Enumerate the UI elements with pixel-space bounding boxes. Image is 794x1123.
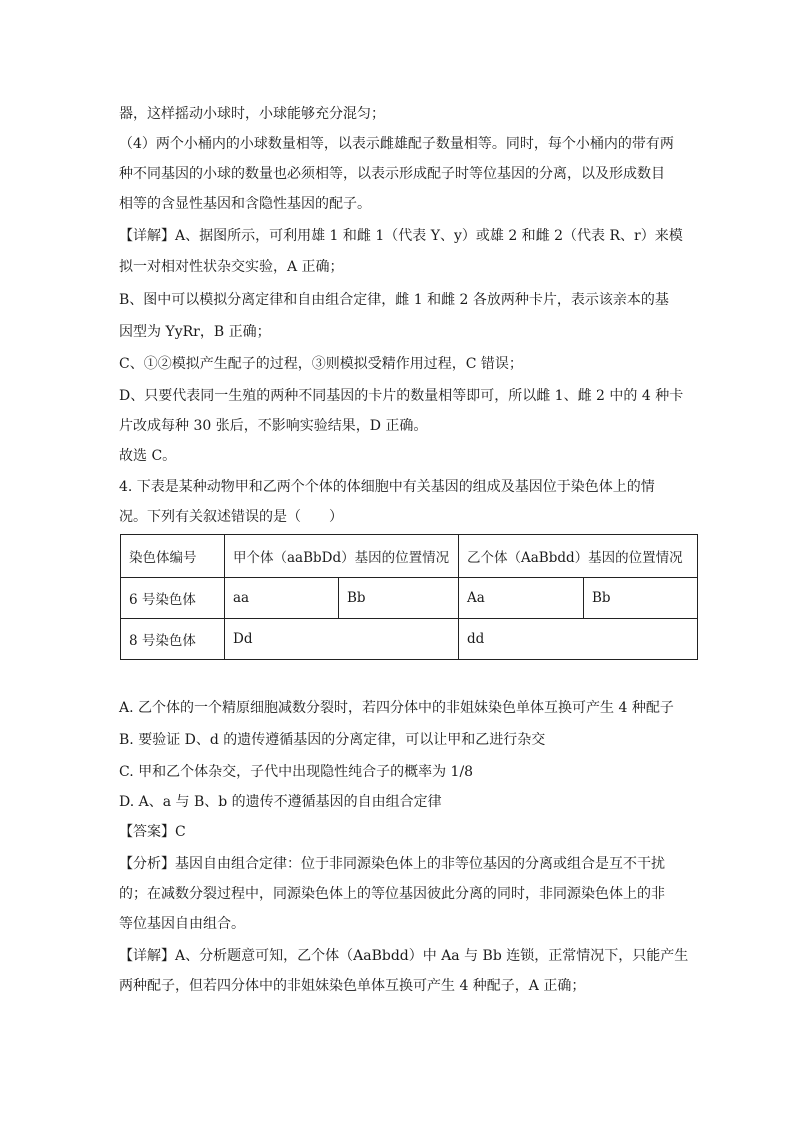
cell-jia-gene: Dd: [225, 619, 459, 660]
text-line: 器，这样摇动小球时，小球能够充分混匀；: [119, 106, 385, 122]
explanation-line: 【详解】A、分析题意可知，乙个体（AaBbdd）中 Aa 与 Bb 连锁，正常情况下，只能产生: [119, 948, 689, 964]
gene-position-table: [120, 534, 698, 660]
cell-yi-gene: Bb: [584, 578, 698, 619]
text-line: （4）两个小桶内的小球数量相等，以表示雌雄配子数量相等。同时，每个小桶内的带有两: [119, 136, 674, 152]
cell-yi-gene: dd: [459, 619, 698, 660]
analysis-line: 的；在减数分裂过程中，同源染色体上的等位基因彼此分离的同时，非同源染色体上的非: [119, 886, 665, 902]
row-label-chromosome-8: 8 号染色体: [121, 619, 225, 660]
text-line: D、只要代表同一生殖的两种不同基因的卡片的数量相等即可，所以雌 1、雌 2 中的 4 种卡: [119, 388, 684, 404]
option-b: B. 要验证 D、d 的遗传遵循基因的分离定律，可以让甲和乙进行杂交: [119, 732, 546, 748]
text-line: B、图中可以模拟分离定律和自由组合定律，雌 1 和雌 2 各放两种卡片，表示该亲本的基: [119, 292, 669, 308]
analysis-line: 等位基因自由组合。: [119, 916, 245, 932]
text-line: 相等的含显性基因和含隐性基因的配子。: [119, 196, 371, 212]
cell-jia-gene: aa: [225, 578, 339, 619]
header-individual-jia: 甲个体（aaBbDd）基因的位置情况: [225, 535, 459, 578]
analysis-line: 【分析】基因自由组合定律：位于非同源染色体上的非等位基因的分离或组合是互不干扰: [119, 856, 665, 872]
table-row: [121, 578, 698, 619]
cell-jia-gene: Bb: [339, 578, 459, 619]
header-chromosome-number: 染色体编号: [121, 535, 225, 578]
question-stem: 4. 下表是某种动物甲和乙两个个体的体细胞中有关基因的组成及基因位于染色体上的情: [119, 479, 655, 495]
text-line: 故选 C。: [119, 448, 177, 464]
text-line: 片改成每种 30 张后，不影响实验结果，D 正确。: [119, 418, 428, 434]
answer-line: 【答案】C: [119, 824, 186, 840]
text-line: 拟一对相对性状杂交实验，A 正确；: [119, 259, 344, 275]
option-a: A. 乙个体的一个精原细胞减数分裂时，若四分体中的非姐妹染色单体互换可产生 4 种配子: [119, 700, 674, 716]
text-line: 因型为 YyRr，B 正确；: [119, 324, 271, 340]
header-individual-yi: 乙个体（AaBbdd）基因的位置情况: [459, 535, 698, 578]
row-label-chromosome-6: 6 号染色体: [121, 578, 225, 619]
option-d: D. A、a 与 B、b 的遗传不遵循基因的自由组合定律: [119, 794, 442, 810]
explanation-line: 两种配子，但若四分体中的非姐妹染色单体互换可产生 4 种配子，A 正确；: [119, 978, 586, 994]
question-stem: 况。下列有关叙述错误的是（ ）: [119, 509, 343, 525]
cell-yi-gene: Aa: [459, 578, 584, 619]
text-line: 种不同基因的小球的数量也必须相等，以表示形成配子时等位基因的分离，以及形成数目: [119, 166, 665, 182]
table-header-row: [121, 535, 698, 578]
text-line: C、①②模拟产生配子的过程，③则模拟受精作用过程，C 错误；: [119, 356, 523, 372]
text-line: 【详解】A、据图所示，可利用雄 1 和雌 1（代表 Y、y）或雄 2 和雌 2（代表 R、r）来模: [119, 228, 683, 244]
table-row: [121, 619, 698, 660]
option-c: C. 甲和乙个体杂交，子代中出现隐性纯合子的概率为 1/8: [119, 764, 474, 780]
